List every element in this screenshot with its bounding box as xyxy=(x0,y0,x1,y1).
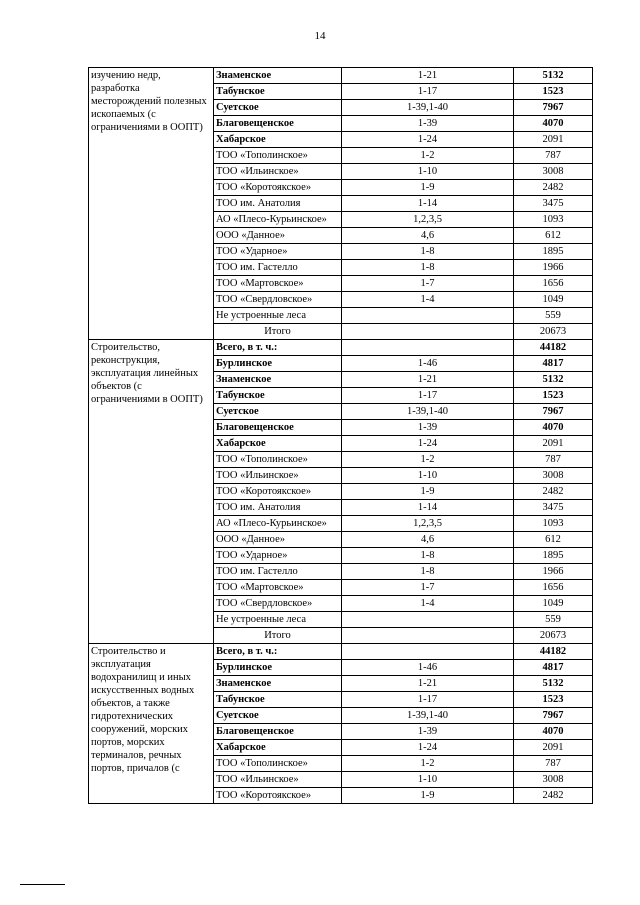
forestry-name-cell: Бурлинское xyxy=(214,356,342,372)
quarters-cell: 1,2,3,5 xyxy=(342,212,514,228)
area-cell: 1656 xyxy=(514,276,593,292)
table-row xyxy=(89,340,593,356)
area-cell: 3008 xyxy=(514,772,593,788)
area-cell: 2091 xyxy=(514,132,593,148)
forestry-name-cell: Знаменское xyxy=(214,676,342,692)
forestry-name-cell: Хабарское xyxy=(214,436,342,452)
forestry-name-cell: Знаменское xyxy=(214,372,342,388)
purpose-cell: изучению недр, разработка месторождений полезных ископаемых (с ограничениями в ООПТ) xyxy=(89,68,214,340)
purpose-cell: Строительство, реконструкция, эксплуатация линейных объектов (с ограничениями в ООПТ) xyxy=(89,340,214,644)
area-cell: 3008 xyxy=(514,164,593,180)
quarters-cell xyxy=(342,612,514,628)
area-cell: 2091 xyxy=(514,740,593,756)
quarters-cell: 1-39 xyxy=(342,116,514,132)
area-cell: 5132 xyxy=(514,372,593,388)
area-cell: 44182 xyxy=(514,644,593,660)
area-cell: 44182 xyxy=(514,340,593,356)
quarters-cell: 1-14 xyxy=(342,196,514,212)
quarters-cell: 1-21 xyxy=(342,68,514,84)
forestry-name-cell: Бурлинское xyxy=(214,660,342,676)
quarters-cell: 1-8 xyxy=(342,548,514,564)
forestry-name-cell: ТОО «Ильинское» xyxy=(214,772,342,788)
forestry-name-cell: Итого xyxy=(214,324,342,340)
quarters-cell: 1-4 xyxy=(342,596,514,612)
area-cell: 20673 xyxy=(514,628,593,644)
quarters-cell: 1-7 xyxy=(342,580,514,596)
area-cell: 2482 xyxy=(514,484,593,500)
area-cell: 4817 xyxy=(514,660,593,676)
area-cell: 1049 xyxy=(514,596,593,612)
forestry-table xyxy=(88,67,593,804)
quarters-cell: 1-17 xyxy=(342,84,514,100)
forestry-name-cell: ТОО «Коротоякское» xyxy=(214,180,342,196)
area-cell: 1966 xyxy=(514,564,593,580)
forestry-name-cell: Благовещенское xyxy=(214,724,342,740)
forestry-name-cell: ТОО им. Анатолия xyxy=(214,500,342,516)
quarters-cell: 1-4 xyxy=(342,292,514,308)
quarters-cell: 1-2 xyxy=(342,452,514,468)
quarters-cell: 1-9 xyxy=(342,180,514,196)
forestry-name-cell: Хабарское xyxy=(214,132,342,148)
area-cell: 1895 xyxy=(514,548,593,564)
quarters-cell: 1-24 xyxy=(342,740,514,756)
area-cell: 2482 xyxy=(514,180,593,196)
forestry-name-cell: ТОО им. Гастелло xyxy=(214,564,342,580)
forestry-name-cell: ТОО «Ильинское» xyxy=(214,164,342,180)
forestry-name-cell: Табунское xyxy=(214,388,342,404)
quarters-cell: 1-10 xyxy=(342,772,514,788)
forestry-name-cell: ТОО «Тополинское» xyxy=(214,756,342,772)
quarters-cell: 1-2 xyxy=(342,148,514,164)
area-cell: 3475 xyxy=(514,196,593,212)
quarters-cell: 1-21 xyxy=(342,676,514,692)
forestry-name-cell: Благовещенское xyxy=(214,116,342,132)
forestry-name-cell: АО «Плесо-Курьинское» xyxy=(214,516,342,532)
quarters-cell xyxy=(342,628,514,644)
area-cell: 4070 xyxy=(514,724,593,740)
forestry-name-cell: Суетское xyxy=(214,708,342,724)
area-cell: 787 xyxy=(514,452,593,468)
forestry-name-cell: ООО «Данное» xyxy=(214,228,342,244)
area-cell: 7967 xyxy=(514,100,593,116)
forestry-name-cell: Не устроенные леса xyxy=(214,612,342,628)
quarters-cell: 1-39 xyxy=(342,420,514,436)
quarters-cell: 1,2,3,5 xyxy=(342,516,514,532)
quarters-cell: 1-46 xyxy=(342,660,514,676)
forestry-name-cell: Благовещенское xyxy=(214,420,342,436)
quarters-cell xyxy=(342,308,514,324)
forestry-name-cell: ТОО «Свердловское» xyxy=(214,292,342,308)
purpose-cell: Строительство и эксплуатация водохранилищ и иных искусственных водных объектов, а также гидротехнических сооружений, морских портов, морских терминалов, речных портов, причалов (с xyxy=(89,644,214,804)
forestry-name-cell: ТОО «Мартовское» xyxy=(214,276,342,292)
quarters-cell: 1-46 xyxy=(342,356,514,372)
area-cell: 1523 xyxy=(514,84,593,100)
forestry-name-cell: ТОО «Коротоякское» xyxy=(214,484,342,500)
area-cell: 1049 xyxy=(514,292,593,308)
area-cell: 787 xyxy=(514,756,593,772)
area-cell: 1523 xyxy=(514,388,593,404)
forestry-name-cell: ТОО «Мартовское» xyxy=(214,580,342,596)
forestry-name-cell: АО «Плесо-Курьинское» xyxy=(214,212,342,228)
forestry-name-cell: ТОО «Ударное» xyxy=(214,244,342,260)
area-cell: 3475 xyxy=(514,500,593,516)
quarters-cell: 1-24 xyxy=(342,436,514,452)
quarters-cell: 1-9 xyxy=(342,484,514,500)
area-cell: 1523 xyxy=(514,692,593,708)
forestry-name-cell: Табунское xyxy=(214,692,342,708)
forestry-name-cell: ТОО «Коротоякское» xyxy=(214,788,342,804)
area-cell: 5132 xyxy=(514,68,593,84)
forestry-name-cell: ТОО им. Анатолия xyxy=(214,196,342,212)
forestry-name-cell: ТОО «Свердловское» xyxy=(214,596,342,612)
forestry-name-cell: Хабарское xyxy=(214,740,342,756)
forestry-name-cell: ТОО «Тополинское» xyxy=(214,148,342,164)
table-body xyxy=(89,68,593,804)
area-cell: 2482 xyxy=(514,788,593,804)
area-cell: 4070 xyxy=(514,420,593,436)
forestry-name-cell: Всего, в т. ч.: xyxy=(214,644,342,660)
page-number: 14 xyxy=(314,30,326,42)
area-cell: 559 xyxy=(514,308,593,324)
area-cell: 1656 xyxy=(514,580,593,596)
area-cell: 2091 xyxy=(514,436,593,452)
area-cell: 1895 xyxy=(514,244,593,260)
quarters-cell: 1-39,1-40 xyxy=(342,404,514,420)
quarters-cell: 1-7 xyxy=(342,276,514,292)
quarters-cell: 1-39,1-40 xyxy=(342,100,514,116)
area-cell: 1093 xyxy=(514,516,593,532)
quarters-cell xyxy=(342,324,514,340)
forestry-name-cell: Всего, в т. ч.: xyxy=(214,340,342,356)
quarters-cell: 1-17 xyxy=(342,692,514,708)
area-cell: 7967 xyxy=(514,708,593,724)
quarters-cell: 1-21 xyxy=(342,372,514,388)
forestry-name-cell: Суетское xyxy=(214,404,342,420)
forestry-name-cell: Суетское xyxy=(214,100,342,116)
quarters-cell: 1-8 xyxy=(342,564,514,580)
area-cell: 3008 xyxy=(514,468,593,484)
quarters-cell: 1-39,1-40 xyxy=(342,708,514,724)
area-cell: 1966 xyxy=(514,260,593,276)
quarters-cell: 1-8 xyxy=(342,244,514,260)
quarters-cell: 4,6 xyxy=(342,532,514,548)
area-cell: 787 xyxy=(514,148,593,164)
table-row xyxy=(89,644,593,660)
footnote-divider xyxy=(20,884,65,885)
forestry-name-cell: ООО «Данное» xyxy=(214,532,342,548)
quarters-cell: 1-14 xyxy=(342,500,514,516)
quarters-cell: 1-17 xyxy=(342,388,514,404)
quarters-cell xyxy=(342,340,514,356)
quarters-cell: 1-2 xyxy=(342,756,514,772)
quarters-cell: 4,6 xyxy=(342,228,514,244)
quarters-cell: 1-39 xyxy=(342,724,514,740)
quarters-cell: 1-8 xyxy=(342,260,514,276)
area-cell: 4817 xyxy=(514,356,593,372)
area-cell: 559 xyxy=(514,612,593,628)
forestry-name-cell: Итого xyxy=(214,628,342,644)
forestry-name-cell: ТОО «Ударное» xyxy=(214,548,342,564)
area-cell: 7967 xyxy=(514,404,593,420)
quarters-cell: 1-24 xyxy=(342,132,514,148)
area-cell: 4070 xyxy=(514,116,593,132)
area-cell: 20673 xyxy=(514,324,593,340)
table-row xyxy=(89,68,593,84)
forestry-name-cell: Знаменское xyxy=(214,68,342,84)
area-cell: 612 xyxy=(514,228,593,244)
quarters-cell: 1-10 xyxy=(342,164,514,180)
forestry-name-cell: Не устроенные леса xyxy=(214,308,342,324)
forestry-name-cell: Табунское xyxy=(214,84,342,100)
forestry-name-cell: ТОО «Тополинское» xyxy=(214,452,342,468)
quarters-cell: 1-10 xyxy=(342,468,514,484)
quarters-cell xyxy=(342,644,514,660)
area-cell: 612 xyxy=(514,532,593,548)
area-cell: 1093 xyxy=(514,212,593,228)
forestry-name-cell: ТОО им. Гастелло xyxy=(214,260,342,276)
quarters-cell: 1-9 xyxy=(342,788,514,804)
area-cell: 5132 xyxy=(514,676,593,692)
forestry-name-cell: ТОО «Ильинское» xyxy=(214,468,342,484)
